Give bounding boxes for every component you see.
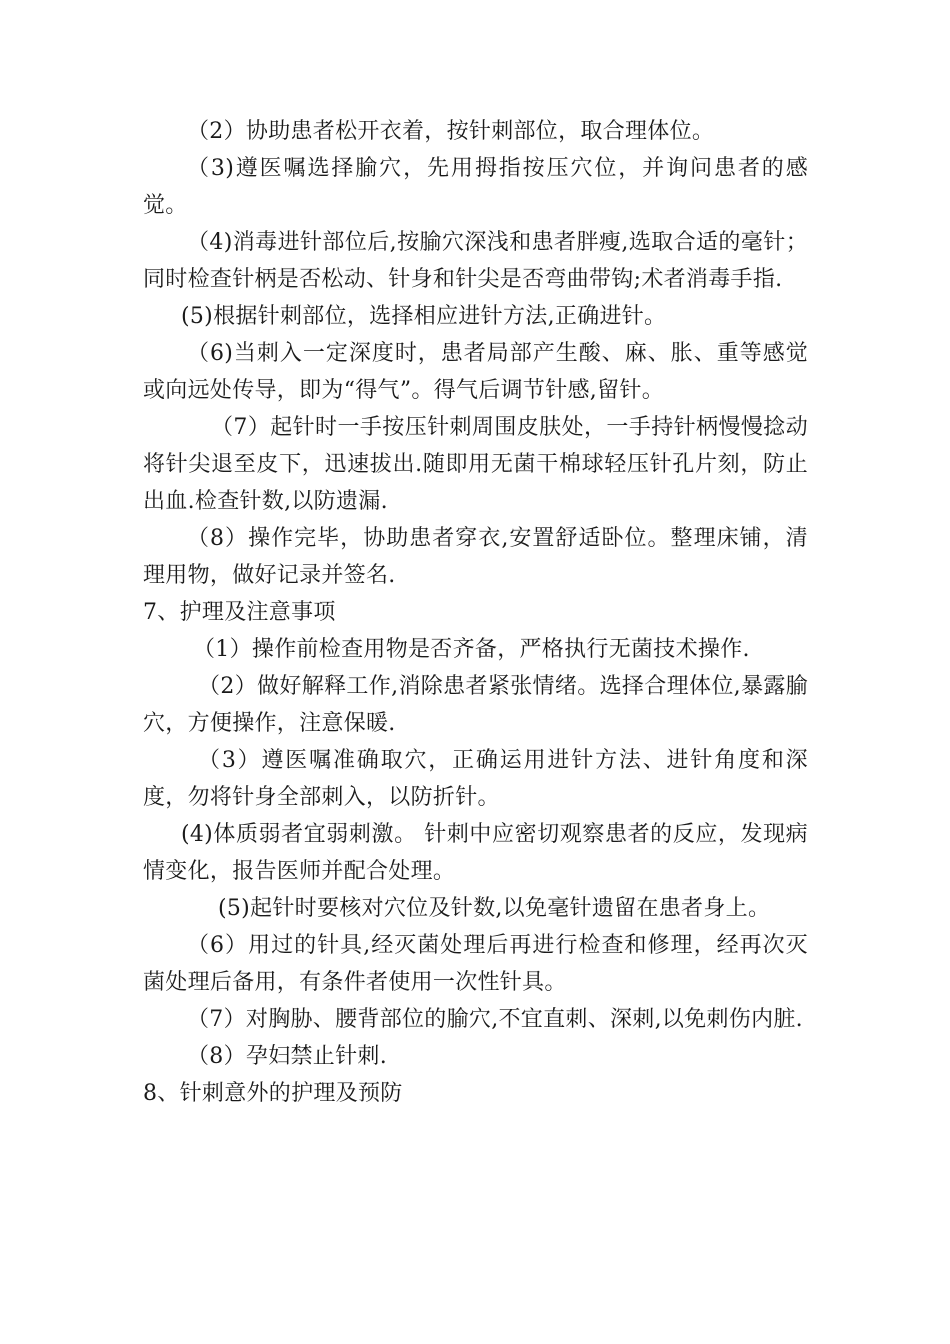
paragraph-note-2: （2）做好解释工作,消除患者紧张情绪。选择合理体位,暴露腧穴，方便操作，注意保暖.: [143, 674, 808, 736]
section-heading-8: 8、针刺意外的护理及预防: [143, 1081, 403, 1106]
paragraph-step-3: （3)遵医嘱选择腧穴，先用拇指按压穴位，并询问患者的感觉。: [143, 156, 808, 218]
paragraph-step-5: (5)根据针刺部位，选择相应进针方法,正确进针。: [181, 304, 667, 329]
paragraph-step-4: （4)消毒进针部位后,按腧穴深浅和患者胖瘦,选取合适的毫针；同时检查针柄是否松动、针身和针尖是否弯曲带钩;术者消毒手指.: [143, 230, 808, 292]
section-heading-7: 7、护理及注意事项: [143, 600, 336, 625]
paragraph-step-8: （8）操作完毕，协助患者穿衣,安置舒适卧位。整理床铺，清理用物，做好记录并签名.: [143, 526, 808, 588]
paragraph-note-6: （6）用过的针具,经灭菌处理后再进行检查和修理，经再次灭菌处理后备用，有条件者使用一次性针具。: [143, 933, 808, 995]
document-body: [143, 113, 808, 1112]
paragraph-step-6: （6)当刺入一定深度时，患者局部产生酸、麻、胀、重等感觉或向远处传导，即为“得气”。得气后调节针感,留针。: [143, 341, 808, 403]
paragraph-note-3: （3）遵医嘱准确取穴，正确运用进针方法、进针角度和深度，勿将针身全部刺入，以防折针。: [143, 748, 808, 810]
paragraph-note-8: （8）孕妇禁止针刺.: [187, 1044, 387, 1069]
paragraph-note-1: （1）操作前检查用物是否齐备，严格执行无菌技术操作.: [193, 637, 750, 662]
paragraph-note-4: (4)体质弱者宜弱刺激。 针刺中应密切观察患者的反应，发现病情变化，报告医师并配合处理。: [143, 822, 808, 884]
paragraph-step-7: （7）起针时一手按压针刺周围皮肤处，一手持针柄慢慢捻动将针尖退至皮下，迅速拔出.随即用无菌干棉球轻压针孔片刻，防止出血.检查针数,以防遗漏.: [143, 415, 808, 514]
paragraph-note-7: （7）对胸胁、腰背部位的腧穴,不宜直刺、深刺,以免刺伤内脏.: [187, 1007, 803, 1032]
paragraph-note-5: (5)起针时要核对穴位及针数,以免毫针遗留在患者身上。: [218, 896, 771, 921]
paragraph-step-2: （2）协助患者松开衣着，按针刺部位，取合理体位。: [187, 119, 715, 144]
